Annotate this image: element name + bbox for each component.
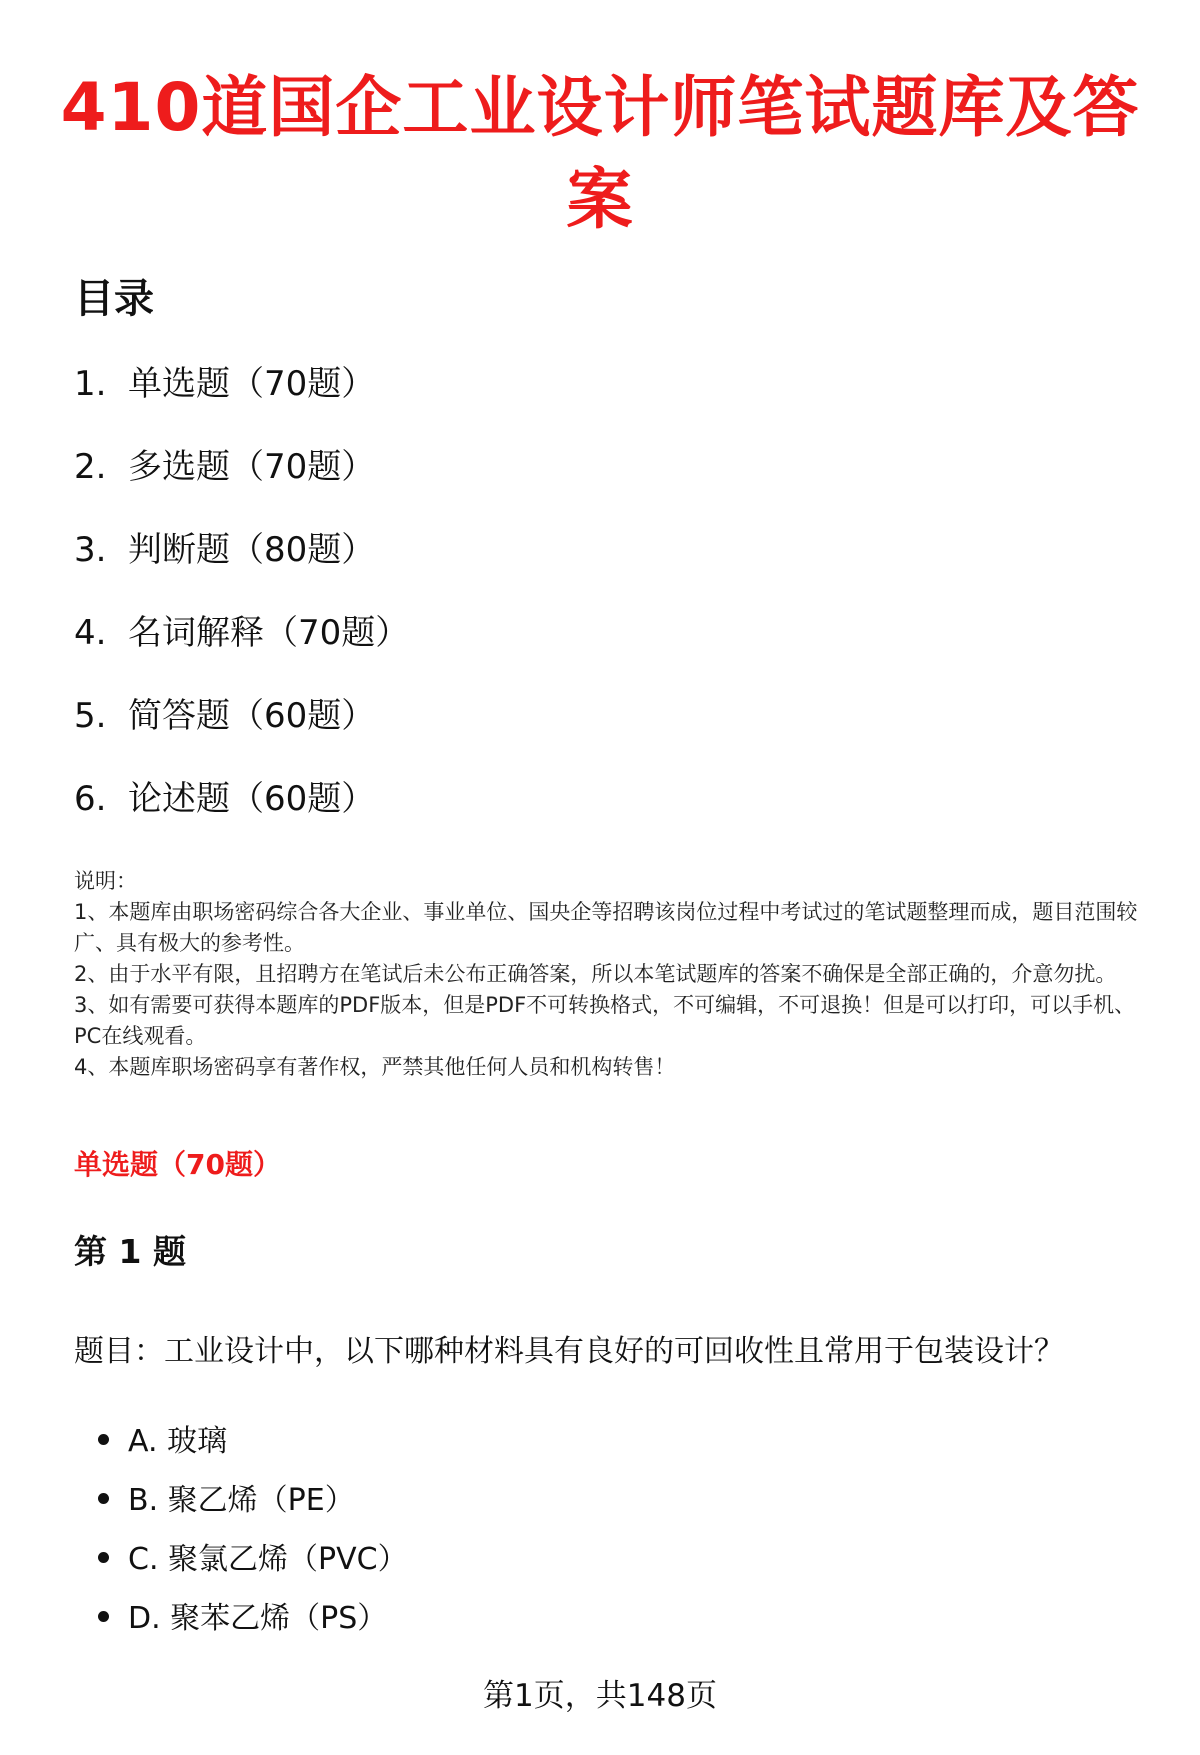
notes-line: 4、本题库职场密码享有著作权，严禁其他任何人员和机构转售！ bbox=[74, 1055, 676, 1079]
notes-line: 1、本题库由职场密码综合各大企业、事业单位、国央企等招聘该岗位过程中考试过的笔试题整理而成，题目范围较广、具有极大的参考性。 bbox=[74, 900, 1138, 955]
toc-item-number: 4. bbox=[74, 613, 107, 653]
toc-item-number: 5. bbox=[74, 696, 107, 736]
toc-item-label: 简答题（60题） bbox=[128, 696, 376, 736]
bullet-icon bbox=[98, 1552, 109, 1563]
option-item[interactable] bbox=[98, 1420, 408, 1479]
option-item[interactable] bbox=[98, 1479, 408, 1538]
notes-line: 3、如有需要可获得本题库的PDF版本，但是PDF不可转换格式，不可编辑，不可退换！但是可以打印，可以手机、PC在线观看。 bbox=[74, 993, 1136, 1048]
options-list bbox=[98, 1420, 408, 1656]
toc-heading: 目录 bbox=[74, 276, 154, 322]
notes-block bbox=[74, 866, 1159, 1083]
toc-item[interactable] bbox=[74, 443, 409, 526]
toc-item-number: 6. bbox=[74, 779, 107, 819]
toc-item[interactable] bbox=[74, 526, 409, 609]
toc-item[interactable] bbox=[74, 609, 409, 692]
toc-item-label: 名词解释（70题） bbox=[128, 613, 410, 653]
option-label: D. 聚苯乙烯（PS） bbox=[128, 1601, 388, 1636]
toc-item-label: 多选题（70题） bbox=[128, 447, 376, 487]
page-footer: 第1页，共148页 bbox=[483, 1678, 717, 1714]
option-label: A. 玻璃 bbox=[128, 1424, 228, 1459]
toc-item[interactable] bbox=[74, 360, 409, 443]
toc-item-label: 判断题（80题） bbox=[128, 530, 376, 570]
document-title: 410道国企工业设计师笔试题库及答案 bbox=[60, 69, 1140, 238]
toc-item-label: 单选题（70题） bbox=[128, 364, 376, 404]
section-title: 单选题（70题） bbox=[74, 1148, 281, 1181]
question-number: 第 1 题 bbox=[74, 1232, 186, 1271]
bullet-icon bbox=[98, 1493, 109, 1504]
notes-line: 2、由于水平有限，且招聘方在笔试后未公布正确答案，所以本笔试题库的答案不确保是全部正确的，介意勿扰。 bbox=[74, 962, 1117, 986]
toc-item[interactable] bbox=[74, 692, 409, 775]
option-label: C. 聚氯乙烯（PVC） bbox=[128, 1542, 408, 1577]
notes-heading: 说明： bbox=[74, 869, 137, 893]
toc-item-number: 2. bbox=[74, 447, 107, 487]
toc-item-number: 1. bbox=[74, 364, 107, 404]
bullet-icon bbox=[98, 1434, 109, 1445]
toc-item-label: 论述题（60题） bbox=[128, 779, 376, 819]
option-item[interactable] bbox=[98, 1597, 408, 1656]
option-label: B. 聚乙烯（PE） bbox=[128, 1483, 355, 1518]
question-text: 题目：工业设计中，以下哪种材料具有良好的可回收性且常用于包装设计？ bbox=[74, 1334, 1064, 1369]
option-item[interactable] bbox=[98, 1538, 408, 1597]
bullet-icon bbox=[98, 1611, 109, 1622]
toc-item[interactable] bbox=[74, 775, 409, 858]
toc-item-number: 3. bbox=[74, 530, 107, 570]
toc-list bbox=[74, 360, 409, 858]
